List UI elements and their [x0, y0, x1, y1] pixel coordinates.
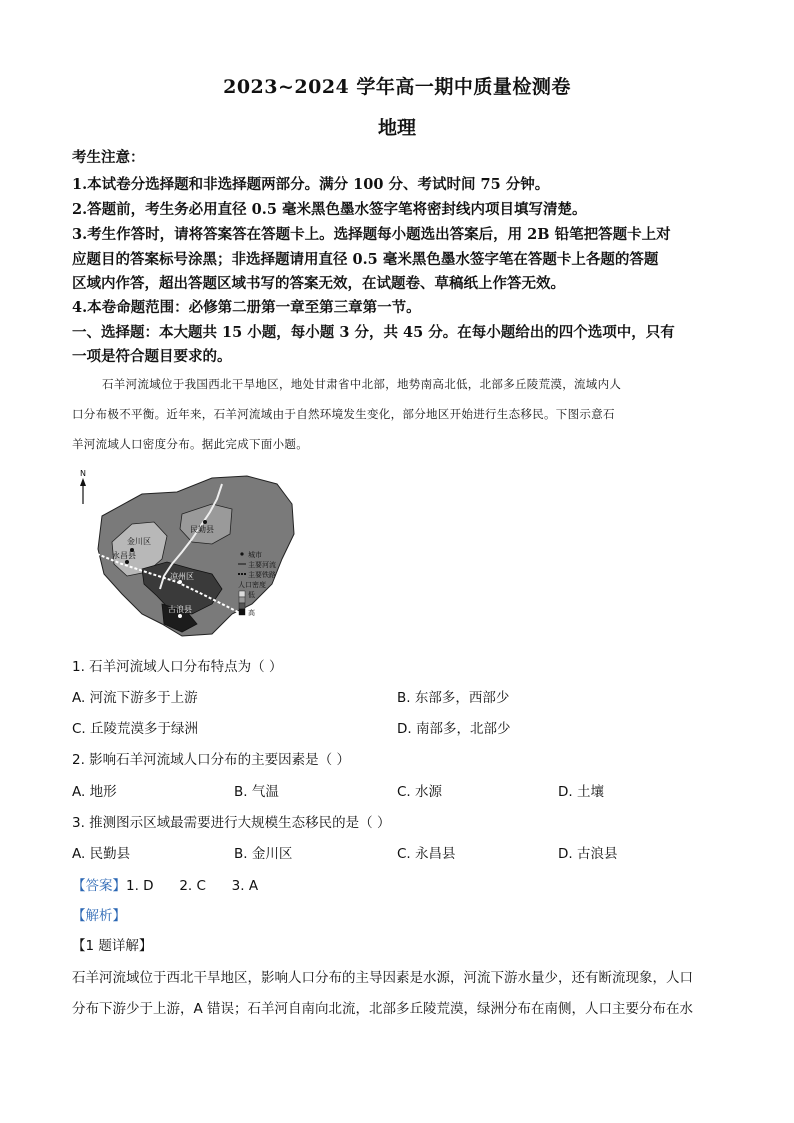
q3-option-a[interactable]: A. 民勤县 [72, 846, 131, 862]
q1-option-c[interactable]: C. 丘陵荒漠多于绿洲 [72, 721, 199, 737]
q1-option-b[interactable]: B. 东部多，西部少 [397, 690, 510, 706]
q1-option-d[interactable]: D. 南部多，北部少 [397, 721, 511, 737]
answer-label: 【答案】 [72, 878, 126, 894]
answer-values: 1. D 2. C 3. A [126, 878, 259, 894]
notice-item: 2.答题前，考生务必用直径 0.5 毫米黑色墨水签字笔将密封线内项目填写清楚。 [72, 201, 587, 218]
subject-title: 地理 [377, 117, 416, 139]
q3-option-d[interactable]: D. 古浪县 [558, 846, 618, 862]
section-instruction: 一、选择题：本大题共 15 小题，每小题 3 分，共 45 分。在每小题给出的四个选项中，只有 [72, 324, 675, 341]
legend-city: 城市 [248, 551, 262, 559]
q2-option-b[interactable]: B. 气温 [234, 784, 279, 800]
answer-line [72, 874, 732, 894]
legend-low: 低 [248, 591, 255, 599]
notice-item: 1.本试卷分选择题和非选择题两部分。满分 100 分、考试时间 75 分钟。 [72, 176, 550, 193]
notice-item: 3.考生作答时，请将答案答在答题卡上。选择题每小题选出答案后，用 2B 铅笔把答题卡上对 [72, 226, 671, 243]
section-instruction: 一项是符合题目要求的。 [72, 348, 232, 365]
city-dot [203, 520, 207, 524]
analysis-text: 石羊河流域位于西北干旱地区，影响人口分布的主导因素是水源，河流下游水量少，还有断流现象，人口 [72, 970, 693, 986]
city-dot [178, 614, 182, 618]
question-3-stem: 3. 推测图示区域最需要进行大规模生态移民的是（ ） [72, 815, 391, 831]
notice-item: 4.本卷命题范围：必修第二册第一章至第三章第一节。 [72, 299, 421, 316]
legend-railway: 主要铁路 [248, 571, 276, 579]
legend-river: 主要河流 [248, 561, 276, 569]
map-label-yongchang: 永昌县 [112, 551, 136, 560]
north-label: N [80, 469, 86, 478]
passage-line: 石羊河流域位于我国西北干旱地区，地处甘肃省中北部，地势南高北低，北部多丘陵荒漠，流域内人 [102, 377, 622, 391]
map-label-gulang: 古浪县 [168, 605, 192, 614]
q3-option-c[interactable]: C. 永昌县 [397, 846, 456, 862]
question-1-stem: 1. 石羊河流域人口分布特点为（ ） [72, 659, 283, 675]
notice-item: 区域内作答，超出答题区域书写的答案无效，在试题卷、草稿纸上作答无效。 [72, 275, 565, 292]
notice-item: 应题目的答案标号涂黑；非选择题请用直径 0.5 毫米黑色墨水签字笔在答题卡上各题的答题 [72, 251, 659, 268]
q2-option-d[interactable]: D. 土壤 [558, 784, 604, 800]
map-label-minqin: 民勤县 [190, 525, 214, 534]
city-dot [125, 560, 129, 564]
detail-label: 【1 题详解】 [72, 938, 153, 954]
analysis-text: 分布下游少于上游，A 错误；石羊河自南向北流，北部多丘陵荒漠，绿洲分布在南侧，人口主要分布在水 [72, 1001, 694, 1017]
notice-heading: 考生注意： [72, 149, 145, 166]
population-density-map [72, 464, 302, 639]
q1-option-a[interactable]: A. 河流下游多于上游 [72, 690, 198, 706]
passage-line: 羊河流域人口密度分布。据此完成下面小题。 [72, 437, 308, 451]
passage-line: 口分布极不平衡。近年来，石羊河流域由于自然环境发生变化，部分地区开始进行生态移民。下图示意石 [72, 407, 615, 421]
question-2-stem: 2. 影响石羊河流域人口分布的主要因素是（ ） [72, 752, 350, 768]
q2-option-a[interactable]: A. 地形 [72, 784, 117, 800]
q3-option-b[interactable]: B. 金川区 [234, 846, 293, 862]
q2-option-c[interactable]: C. 水源 [397, 784, 443, 800]
analysis-label: 【解析】 [72, 908, 126, 924]
exam-title: 2023~2024 学年高一期中质量检测卷 [223, 76, 571, 98]
map-label-liangzhou: 凉州区 [170, 572, 194, 581]
legend-density: 人口密度 [238, 581, 266, 589]
legend-high: 高 [248, 609, 255, 617]
map-label-jinchuan: 金川区 [127, 537, 151, 546]
